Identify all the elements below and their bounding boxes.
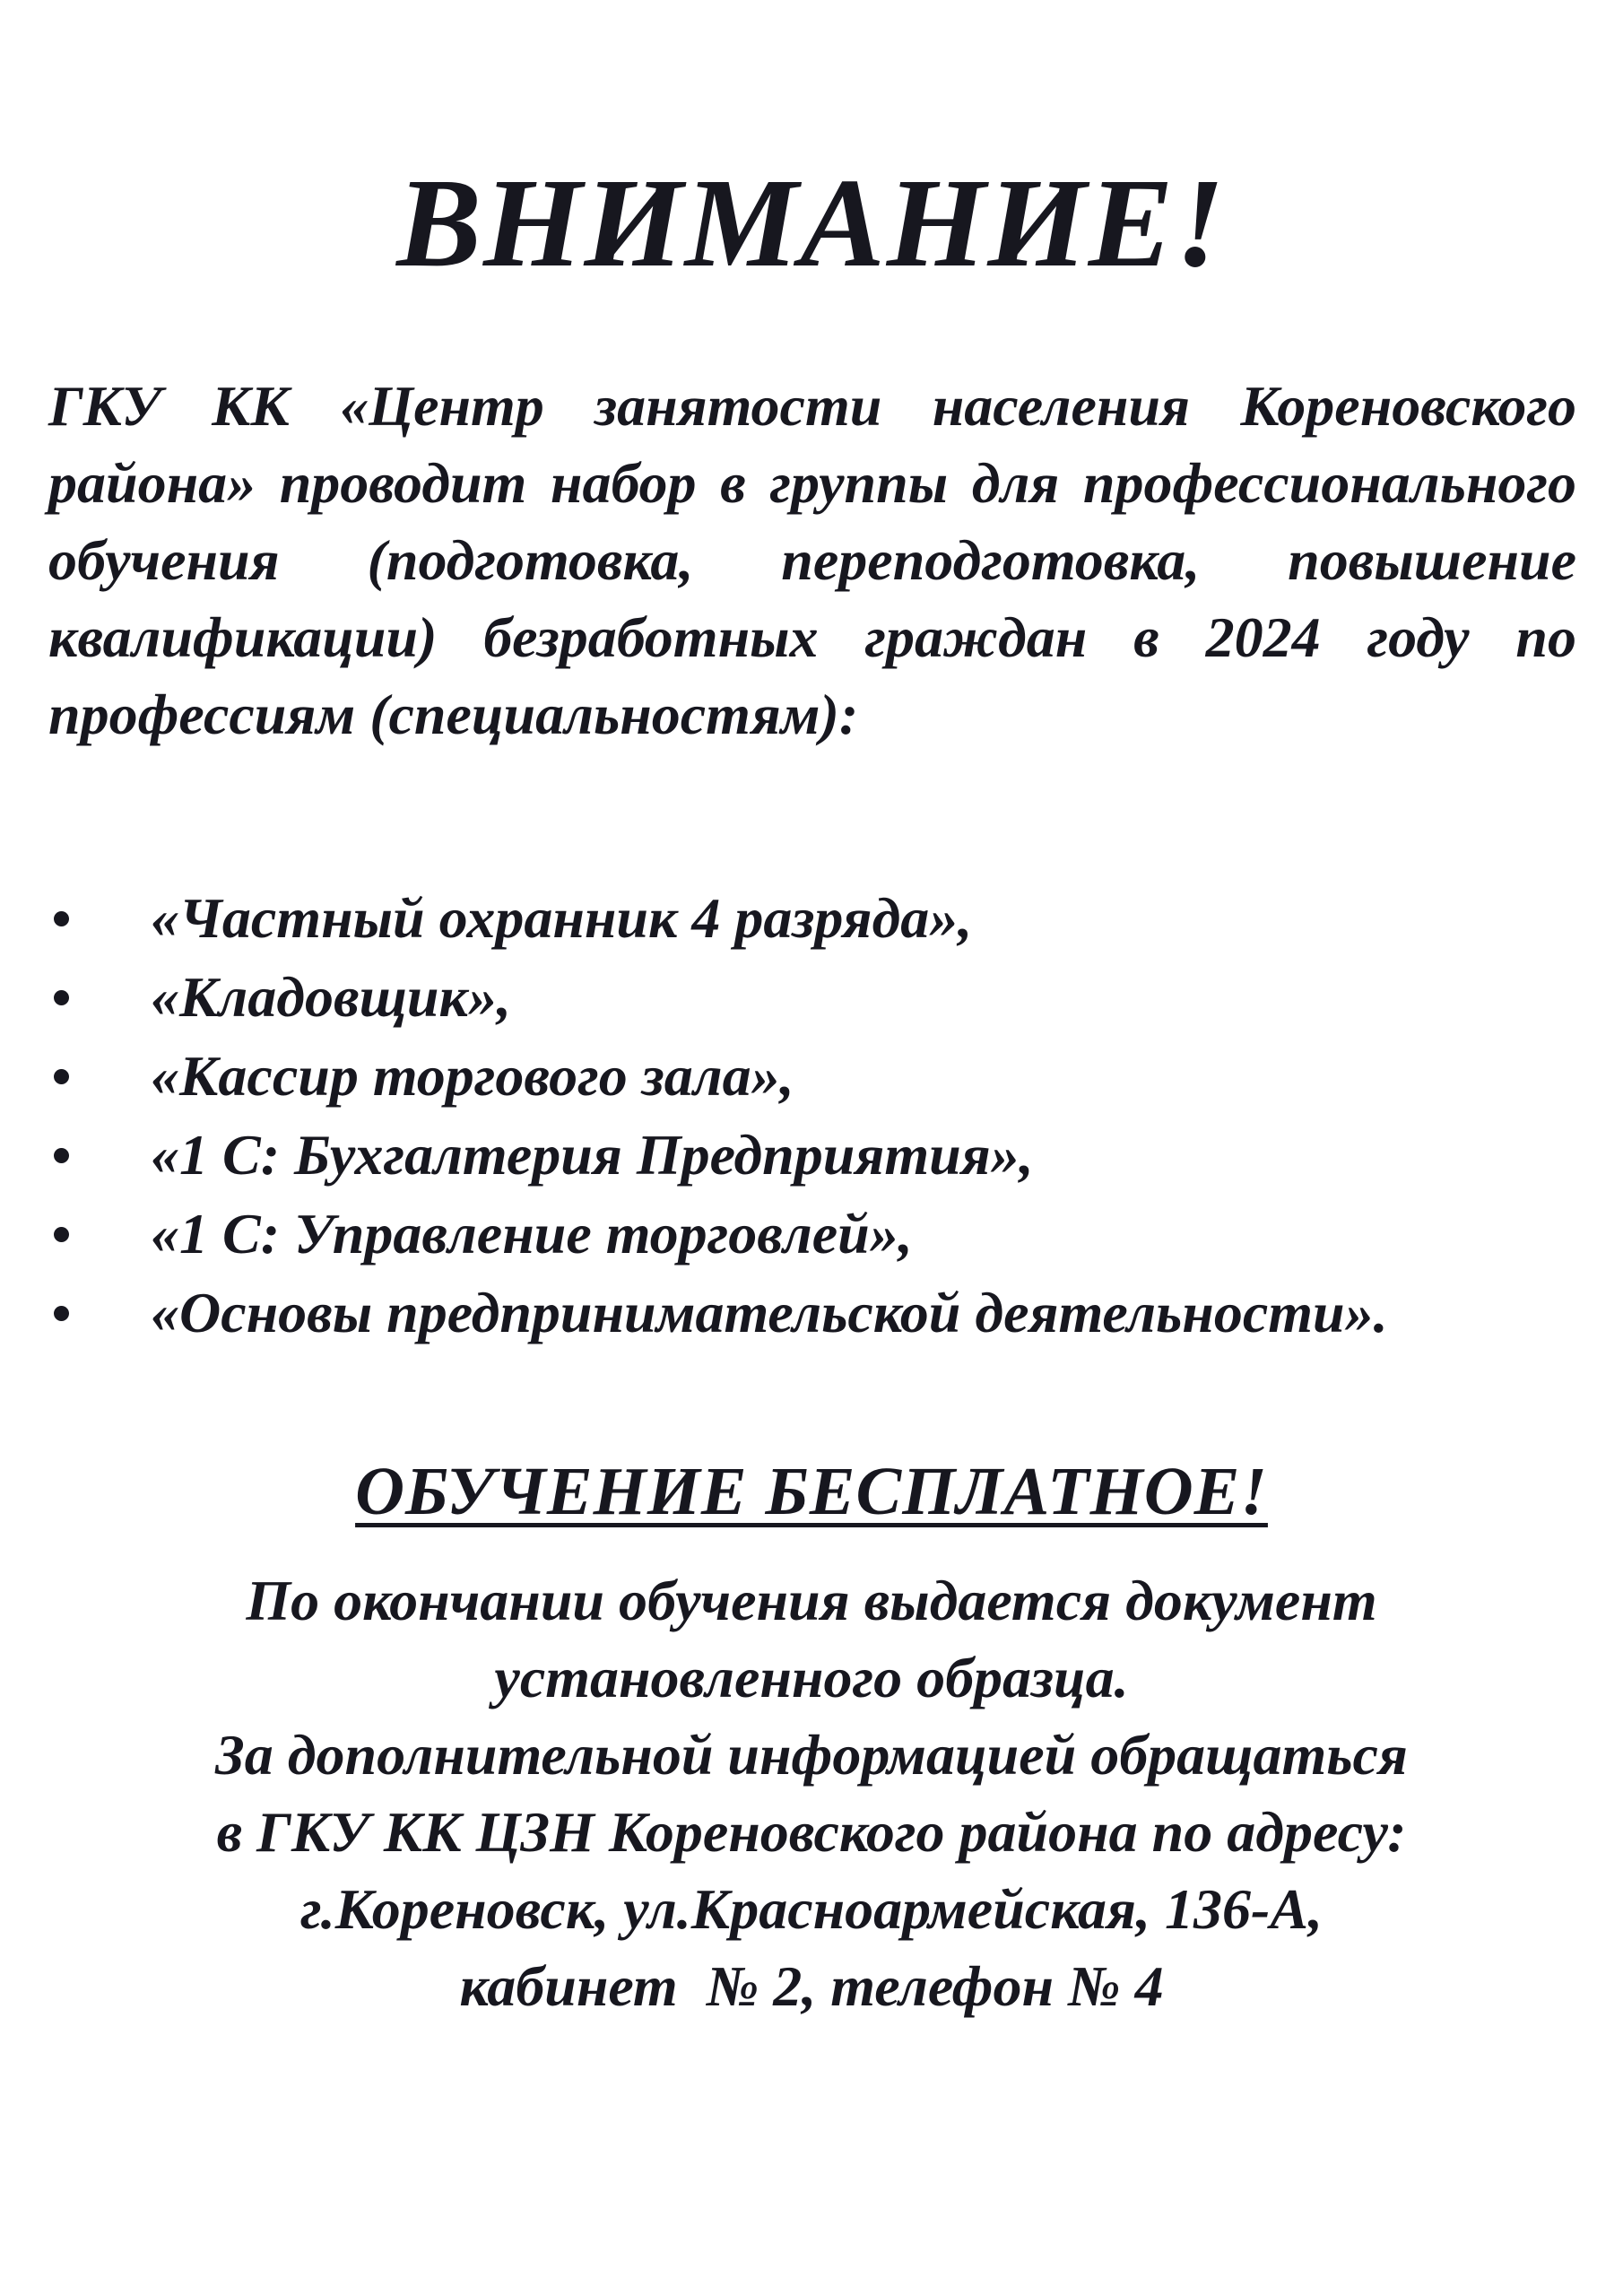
profession-label: «Кассир торгового зала», [151, 1044, 794, 1108]
bullet-icon [54, 1069, 69, 1084]
professions-list [48, 879, 1591, 1352]
profession-label: «1 С: Управление торговлей», [151, 1202, 913, 1265]
page-title: ВНИМАНИЕ! [396, 152, 1227, 293]
address-line: г.Кореновск, ул.Красноармейская, 136-А, [299, 1877, 1324, 1941]
bullet-icon [54, 1306, 69, 1321]
profession-label: «Частный охранник 4 разряда», [151, 886, 973, 950]
profession-label: «Основы предпринимательской деятельности». [151, 1281, 1388, 1344]
bullet-icon [54, 990, 69, 1005]
list-item [48, 1274, 1591, 1352]
contact-info [0, 1562, 1623, 2025]
list-item [48, 1116, 1591, 1195]
profession-label: «Кладовщик», [151, 965, 511, 1029]
bullet-icon [54, 911, 69, 926]
office-phone-line: кабинет № 2, телефон № 4 [459, 1954, 1164, 2018]
info-line: в ГКУ КК ЦЗН Кореновского района по адресу: [216, 1800, 1407, 1864]
bullet-icon [54, 1227, 69, 1242]
list-item [48, 879, 1591, 958]
info-line: установленного образца. [494, 1646, 1129, 1709]
list-item [48, 1037, 1591, 1116]
list-item [48, 958, 1591, 1037]
info-line: За дополнительной информацией обращаться [215, 1723, 1408, 1787]
list-item [48, 1195, 1591, 1274]
bullet-icon [54, 1148, 69, 1163]
intro-paragraph: ГКУ КК «Центр занятости населения Кореновского района» проводит набор в группы для профессионального обучения (подготовка, переподготовка, повышение квалификации) безработных граждан в 2024 году по профессиям (специальностям): [48, 374, 1576, 746]
info-line: По окончании обучения выдается документ [246, 1569, 1377, 1632]
free-training-heading: ОБУЧЕНИЕ БЕСПЛАТНОЕ! [355, 1454, 1268, 1529]
profession-label: «1 С: Бухгалтерия Предприятия», [151, 1123, 1034, 1187]
